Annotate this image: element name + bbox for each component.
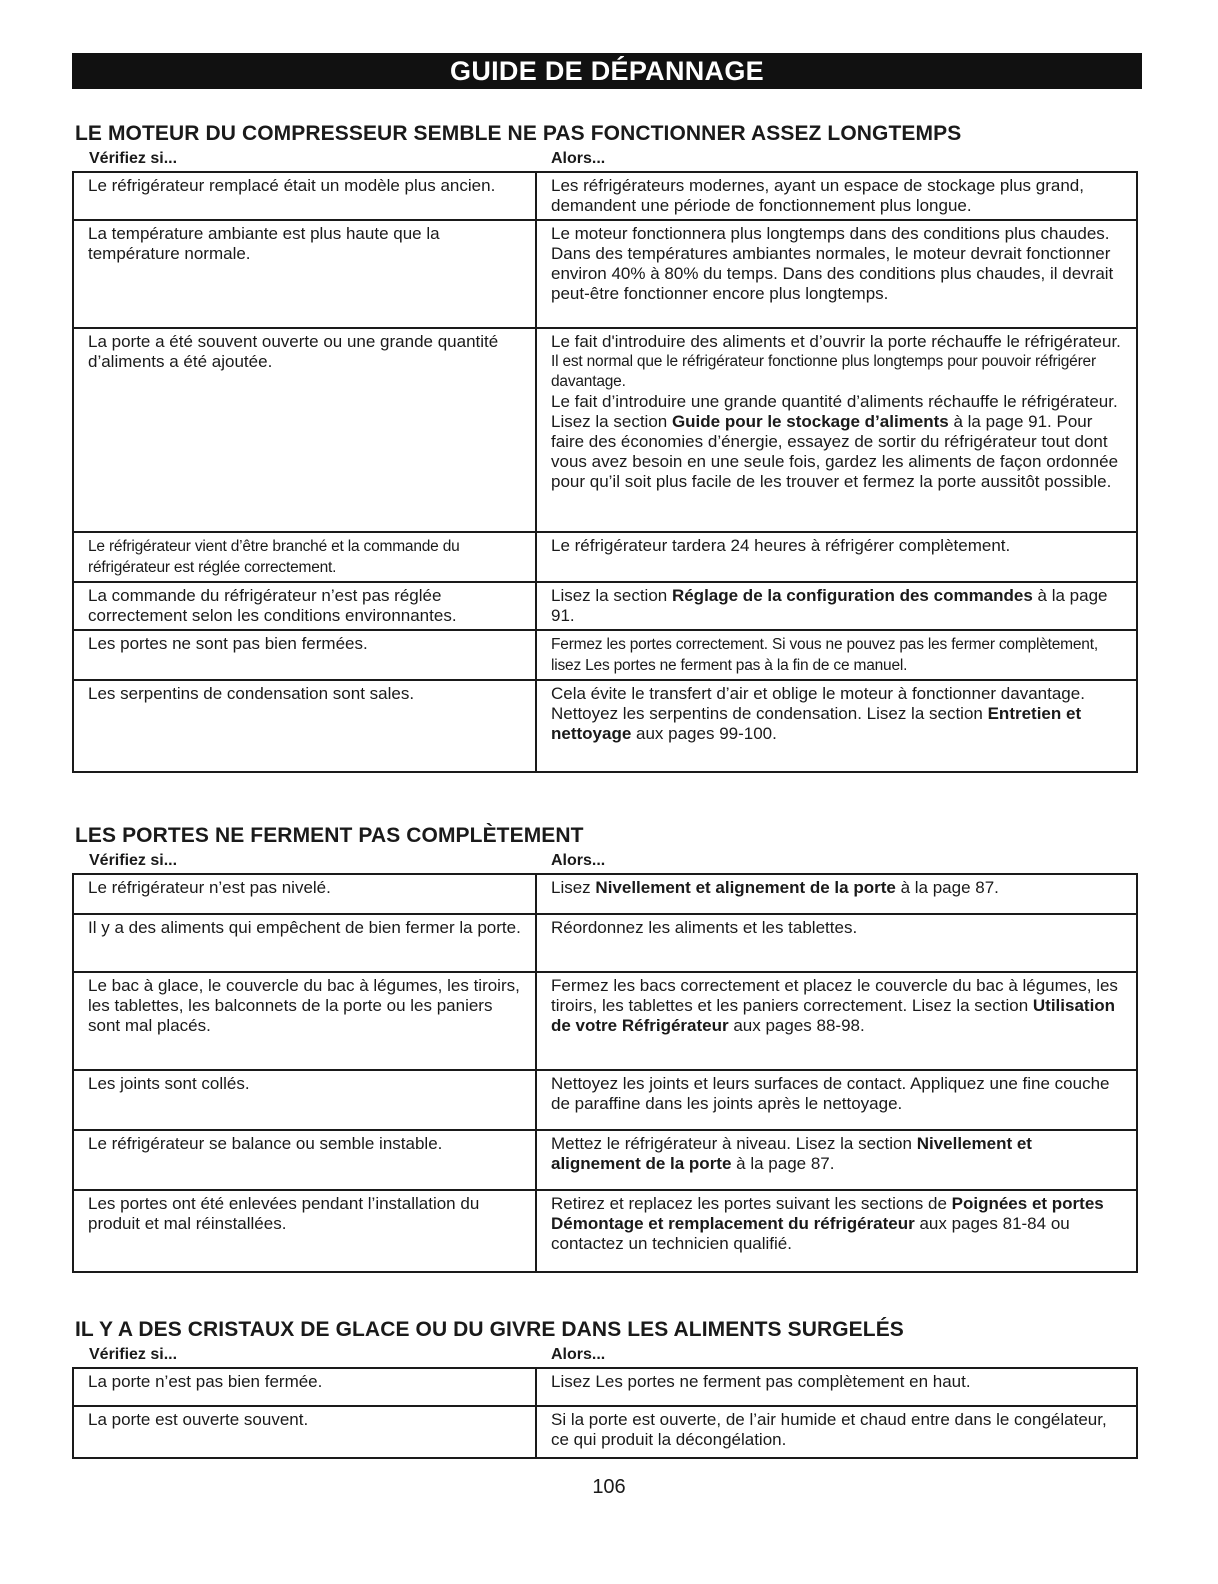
check-cell: Le réfrigérateur se balance ou semble instable. bbox=[73, 1130, 536, 1190]
check-cell: La température ambiante est plus haute que la température normale. bbox=[73, 220, 536, 328]
solution-cell: Réordonnez les aliments et les tablettes. bbox=[536, 914, 1137, 972]
solution-text: aux pages 88-98. bbox=[728, 1016, 865, 1035]
check-cell: La porte a été souvent ouverte ou une grande quantité d’aliments a été ajoutée. bbox=[73, 328, 536, 532]
column-header-check: Vérifiez si... bbox=[89, 1346, 178, 1363]
table-row bbox=[73, 582, 1137, 630]
check-cell: Le réfrigérateur n’est pas nivelé. bbox=[73, 874, 536, 914]
solution-paragraph: Le fait d'introduire des aliments et d’ouvrir la porte réchauffe le réfrigérateur. bbox=[551, 332, 1121, 351]
check-cell: La porte est ouverte souvent. bbox=[73, 1406, 536, 1458]
table-row bbox=[73, 1406, 1137, 1458]
table-row bbox=[73, 1130, 1137, 1190]
section-reference: Entretien et nettoyage bbox=[551, 704, 1082, 743]
check-cell: Le réfrigérateur remplacé était un modèle plus ancien. bbox=[73, 172, 536, 220]
section-reference: Nivellement et alignement de la porte bbox=[551, 1134, 1032, 1173]
column-headers bbox=[72, 147, 1138, 171]
solution-text: Lisez bbox=[551, 878, 596, 897]
check-cell: Les serpentins de condensation sont sales. bbox=[73, 680, 536, 772]
page-number: 106 bbox=[592, 1476, 626, 1498]
solution-text: à la page 87. bbox=[731, 1154, 835, 1173]
section-title: IL Y A DES CRISTAUX DE GLACE OU DU GIVRE DANS LES ALIMENTS SURGELÉS bbox=[75, 1318, 904, 1341]
section-reference: Poignées et portes Démontage et remplacement du réfrigérateur bbox=[551, 1194, 1104, 1233]
solution-paragraph: Il est normal que le réfrigérateur fonctionne plus longtemps pour pouvoir réfrigérer davantage. bbox=[551, 353, 1096, 390]
troubleshooting-table bbox=[72, 171, 1138, 773]
table-row bbox=[73, 1070, 1137, 1130]
section-reference: Nivellement et alignement de la porte bbox=[595, 878, 896, 897]
table-row bbox=[73, 630, 1137, 680]
section-reference: Utilisation de votre Réfrigérateur bbox=[551, 996, 1116, 1035]
solution-cell bbox=[536, 874, 1137, 914]
solution-cell bbox=[536, 328, 1137, 532]
check-cell: La commande du réfrigérateur n’est pas réglée correctement selon les conditions environnantes. bbox=[73, 582, 536, 630]
solution-text: Retirez et replacez les portes suivant les sections de bbox=[551, 1194, 952, 1213]
check-cell: Il y a des aliments qui empêchent de bien fermer la porte. bbox=[73, 914, 536, 972]
column-header-then: Alors... bbox=[551, 852, 606, 869]
solution-cell: Le moteur fonctionnera plus longtemps dans des conditions plus chaudes. Dans des températures ambiantes normales, le moteur devrait fonctionner environ 40% à 80% du temps. Dans des conditions plus chaudes, il devrait peut-être fonctionner encore plus longtemps. bbox=[536, 220, 1137, 328]
solution-cell bbox=[536, 1190, 1137, 1272]
table-row bbox=[73, 172, 1137, 220]
solution-text: Fermez les bacs correctement et placez le couvercle du bac à légumes, les tiroirs, les tablettes et les paniers correctement. Lisez la section bbox=[551, 976, 1118, 1015]
solution-paragraph bbox=[551, 392, 1122, 492]
solution-text: à la page 91. bbox=[551, 586, 1108, 625]
column-header-then: Alors... bbox=[551, 150, 606, 167]
solution-cell: Si la porte est ouverte, de l’air humide et chaud entre dans le congélateur, ce qui produit la décongélation. bbox=[536, 1406, 1137, 1458]
solution-cell: Nettoyez les joints et leurs surfaces de contact. Appliquez une fine couche de paraffine dans les joints après le nettoyage. bbox=[536, 1070, 1137, 1130]
check-cell: Les joints sont collés. bbox=[73, 1070, 536, 1130]
check-text: Le réfrigérateur vient d’être branché et la commande du réfrigérateur est réglée correctement. bbox=[88, 538, 460, 576]
column-headers bbox=[72, 1343, 1138, 1367]
solution-cell bbox=[536, 972, 1137, 1070]
table-row bbox=[73, 532, 1137, 582]
solution-cell: Le réfrigérateur tardera 24 heures à réfrigérer complètement. bbox=[536, 532, 1137, 582]
solution-cell bbox=[536, 680, 1137, 772]
solution-cell: Lisez Les portes ne ferment pas complètement en haut. bbox=[536, 1368, 1137, 1406]
solution-text: aux pages 81-84 ou contactez un technicien qualifié. bbox=[551, 1214, 1070, 1253]
solution-text: Fermez les portes correctement. Si vous ne pouvez pas les fermer complètement, lisez Les portes ne ferment pas à la fin de ce manuel. bbox=[551, 636, 1098, 674]
troubleshooting-table bbox=[72, 873, 1138, 1273]
solution-text: Lisez la section bbox=[551, 586, 672, 605]
table-row bbox=[73, 874, 1137, 914]
solution-text: à la page 91. Pour faire des économies d’énergie, essayez de sortir du réfrigérateur tout dont vous avez besoin en une seule fois, gardez les aliments de façon ordonnée pour qu’il soit plus facile de les trouver et fermez la porte aussitôt possible. bbox=[551, 412, 1119, 491]
section-title: LES PORTES NE FERMENT PAS COMPLÈTEMENT bbox=[75, 824, 584, 847]
page-banner: GUIDE DE DÉPANNAGE bbox=[72, 53, 1142, 89]
table-row bbox=[73, 1368, 1137, 1406]
solution-text: Le fait d’introduire une grande quantité d’aliments réchauffe le réfrigérateur. Lisez la section bbox=[551, 392, 1118, 431]
check-cell: Les portes ne sont pas bien fermées. bbox=[73, 630, 536, 680]
table-row bbox=[73, 972, 1137, 1070]
table-row bbox=[73, 220, 1137, 328]
check-cell: La porte n’est pas bien fermée. bbox=[73, 1368, 536, 1406]
section-reference: Guide pour le stockage d’aliments bbox=[671, 412, 949, 431]
solution-cell bbox=[536, 630, 1137, 680]
section-doors bbox=[72, 823, 1138, 1273]
section-ice-crystals bbox=[72, 1317, 1138, 1459]
table-row bbox=[73, 914, 1137, 972]
troubleshooting-table bbox=[72, 1367, 1138, 1459]
solution-text: aux pages 99-100. bbox=[631, 724, 777, 743]
section-compressor bbox=[72, 121, 1138, 773]
section-reference: Réglage de la configuration des commandes bbox=[671, 586, 1033, 605]
solution-paragraph bbox=[551, 704, 1122, 744]
solution-text: Mettez le réfrigérateur à niveau. Lisez la section bbox=[551, 1134, 917, 1153]
solution-text: à la page 87. bbox=[895, 878, 999, 897]
solution-paragraph: Cela évite le transfert d’air et oblige le moteur à fonctionner davantage. bbox=[551, 684, 1085, 703]
solution-cell bbox=[536, 582, 1137, 630]
check-cell: Le bac à glace, le couvercle du bac à légumes, les tiroirs, les tablettes, les balconnets de la porte ou les paniers sont mal placés. bbox=[73, 972, 536, 1070]
table-row bbox=[73, 1190, 1137, 1272]
solution-text: Nettoyez les serpentins de condensation. Lisez la section bbox=[551, 704, 988, 723]
column-headers bbox=[72, 849, 1138, 873]
table-row bbox=[73, 328, 1137, 532]
section-title: LE MOTEUR DU COMPRESSEUR SEMBLE NE PAS FONCTIONNER ASSEZ LONGTEMPS bbox=[75, 122, 962, 145]
solution-cell: Les réfrigérateurs modernes, ayant un espace de stockage plus grand, demandent une période de fonctionnement plus longue. bbox=[536, 172, 1137, 220]
table-row bbox=[73, 680, 1137, 772]
check-cell: Les portes ont été enlevées pendant l’installation du produit et mal réinstallées. bbox=[73, 1190, 536, 1272]
column-header-check: Vérifiez si... bbox=[89, 852, 178, 869]
solution-cell bbox=[536, 1130, 1137, 1190]
column-header-then: Alors... bbox=[551, 1346, 606, 1363]
column-header-check: Vérifiez si... bbox=[89, 150, 178, 167]
check-cell bbox=[73, 532, 536, 582]
